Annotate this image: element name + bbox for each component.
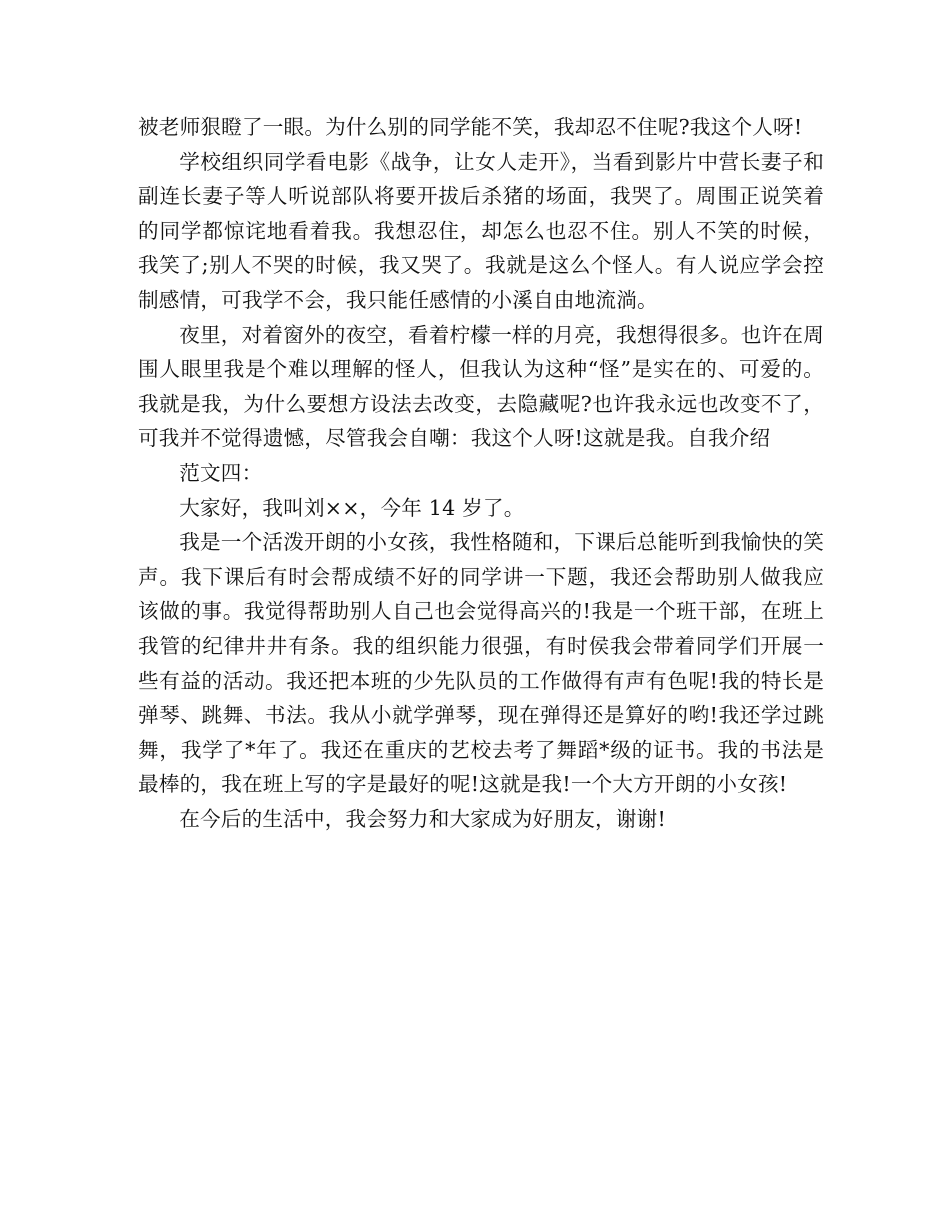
paragraph-movie: 学校组织同学看电影《战争，让女人走开》，当看到影片中营长妻子和副连长妻子等人听说部队将要开拔后杀猪的场面，我哭了。周围正说笑着的同学都惊诧地看着我。我想忍住，却怎么也忍不住。别人不笑的时候，我笑了;别人不哭的时候，我又哭了。我就是这么个怪人。有人说应学会控制感情，可我学不会，我只能任感情的小溪自由地流淌。 [138, 149, 824, 312]
paragraph-self-description: 我是一个活泼开朗的小女孩，我性格随和，下课后总能听到我愉快的笑声。我下课后有时会帮成绩不好的同学讲一下题，我还会帮助别人做我应该做的事。我觉得帮助别人自己也会觉得高兴的!我是一个班干部，在班上我管的纪律井井有条。我的组织能力很强，有时侯我会带着同学们开展一些有益的活动。我还把本班的少先队员的工作做得有声有色呢!我的特长是弹琴、跳舞、书法。我从小就学弹琴，现在弹得还是算好的哟!我还学过跳舞，我学了*年了。我还在重庆的艺校去考了舞蹈*级的证书。我的书法是最棒的，我在班上写的字是最好的呢!这就是我!一个大方开朗的小女孩! [138, 530, 824, 797]
paragraph-closing: 在今后的生活中，我会努力和大家成为好朋友，谢谢! [179, 806, 666, 831]
document-body [138, 110, 824, 836]
paragraph-night: 夜里，对着窗外的夜空，看着柠檬一样的月亮，我想得很多。也许在周围人眼里我是个难以理解的怪人，但我认为这种“怪”是实在的、可爱的。我就是我，为什么要想方设法去改变，去隐藏呢?也许我永远也改变不了，可我并不觉得遗憾，尽管我会自嘲：我这个人呀!这就是我。自我介绍 [138, 322, 824, 451]
paragraph-continuation: 被老师狠瞪了一眼。为什么别的同学能不笑，我却忍不住呢?我这个人呀! [138, 115, 803, 139]
section-heading-sample-four: 范文四： [179, 460, 263, 485]
paragraph-greeting: 大家好，我叫刘××，今年 14 岁了。 [179, 495, 525, 520]
